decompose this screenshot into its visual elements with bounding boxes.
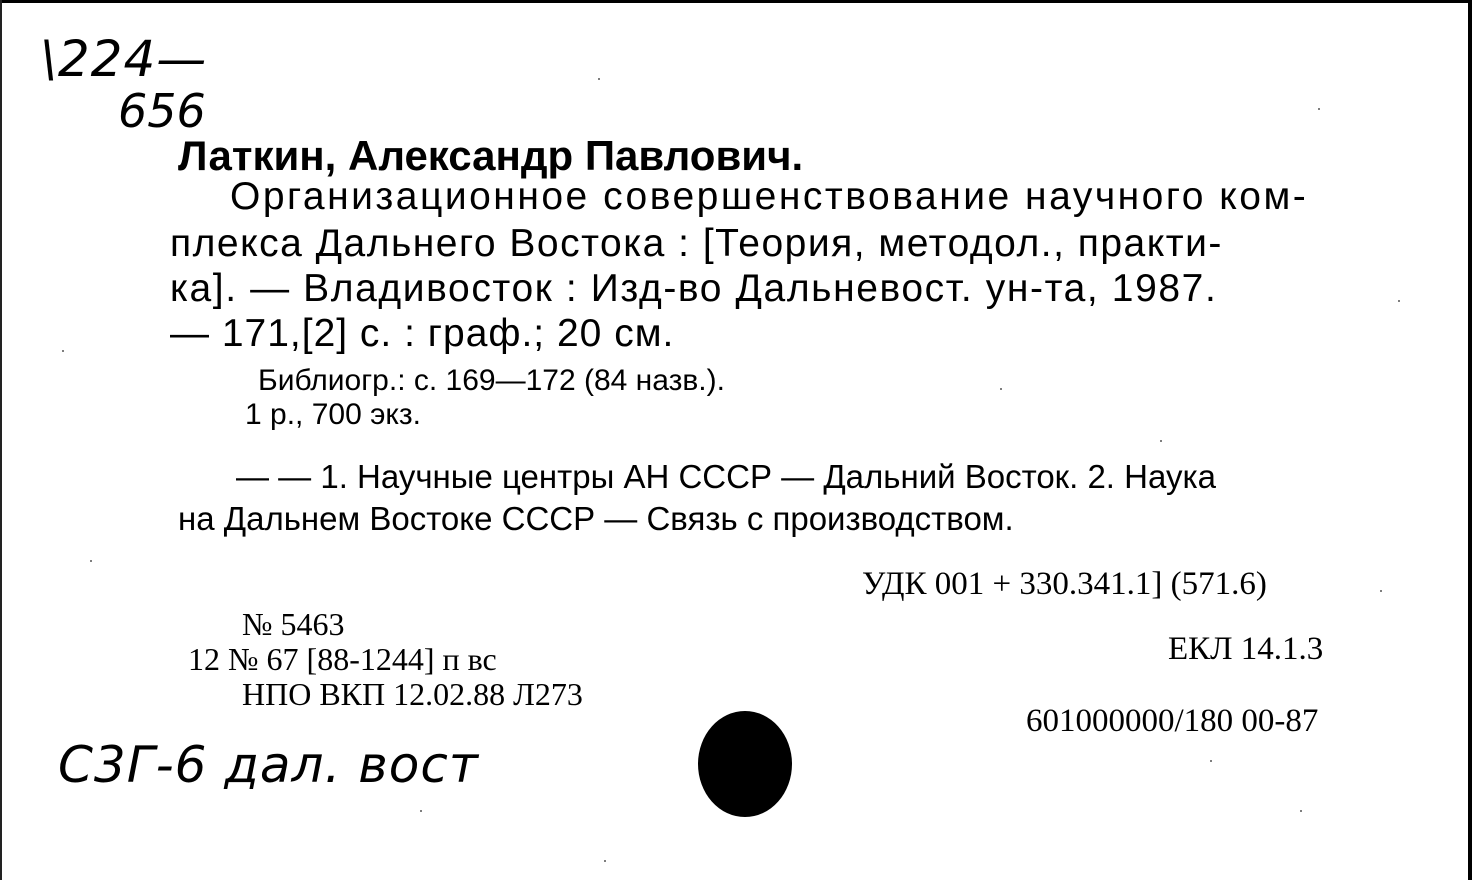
scan-speck <box>598 78 600 80</box>
bibliography-note: Библиогр.: с. 169—172 (84 назв.). <box>258 364 725 397</box>
card-number: № 5463 <box>242 606 345 642</box>
scan-speck <box>1000 388 1002 390</box>
order-number: 12 № 67 [88-1244] п вс <box>188 641 497 677</box>
call-number-line2: 656 <box>118 84 206 138</box>
scan-speck <box>1398 300 1400 302</box>
subjects-line-2: на Дальнем Востоке СССР — Связь с производством. <box>178 500 1014 537</box>
price-note: 1 р., 700 экз. <box>245 398 421 431</box>
title-line-4: — 171,[2] с. : граф.; 20 см. <box>170 312 675 355</box>
scan-speck <box>1380 590 1382 592</box>
npo-line: НПО ВКП 12.02.88 Л273 <box>242 676 583 712</box>
udc-code: УДК 001 + 330.341.1] (571.6) <box>862 566 1267 602</box>
scan-speck <box>62 350 64 352</box>
title-line-3: ка]. — Владивосток : Изд-во Дальневост. ун-та, 1987. <box>170 267 1218 310</box>
isbn-code: 601000000/180 00-87 <box>1026 703 1319 739</box>
punch-hole-icon <box>695 708 795 820</box>
scan-speck <box>1160 440 1162 442</box>
scan-speck <box>1300 810 1302 812</box>
title-line-2: плекса Дальнего Востока : [Теория, методол., практи- <box>170 222 1223 265</box>
scan-speck <box>1318 108 1320 110</box>
scan-speck <box>420 810 422 812</box>
card-right-edge <box>1468 0 1472 880</box>
scan-speck <box>1210 760 1212 762</box>
card-top-edge <box>0 0 1472 3</box>
subjects-line-1: — — 1. Научные центры АН СССР — Дальний Восток. 2. Наука <box>236 458 1216 495</box>
card-left-edge <box>0 0 2 880</box>
title-line-1: Организационное совершенствование научного ком- <box>230 175 1309 218</box>
handwritten-shelf-note: С3Г-6 дал. вост <box>58 736 479 794</box>
call-number-line1: \224— <box>40 30 208 88</box>
author-heading: Латкин, Александр Павлович. <box>178 132 804 179</box>
scan-speck <box>604 860 606 862</box>
scan-speck <box>90 560 92 562</box>
ekl-code: ЕКЛ 14.1.3 <box>1168 631 1324 667</box>
